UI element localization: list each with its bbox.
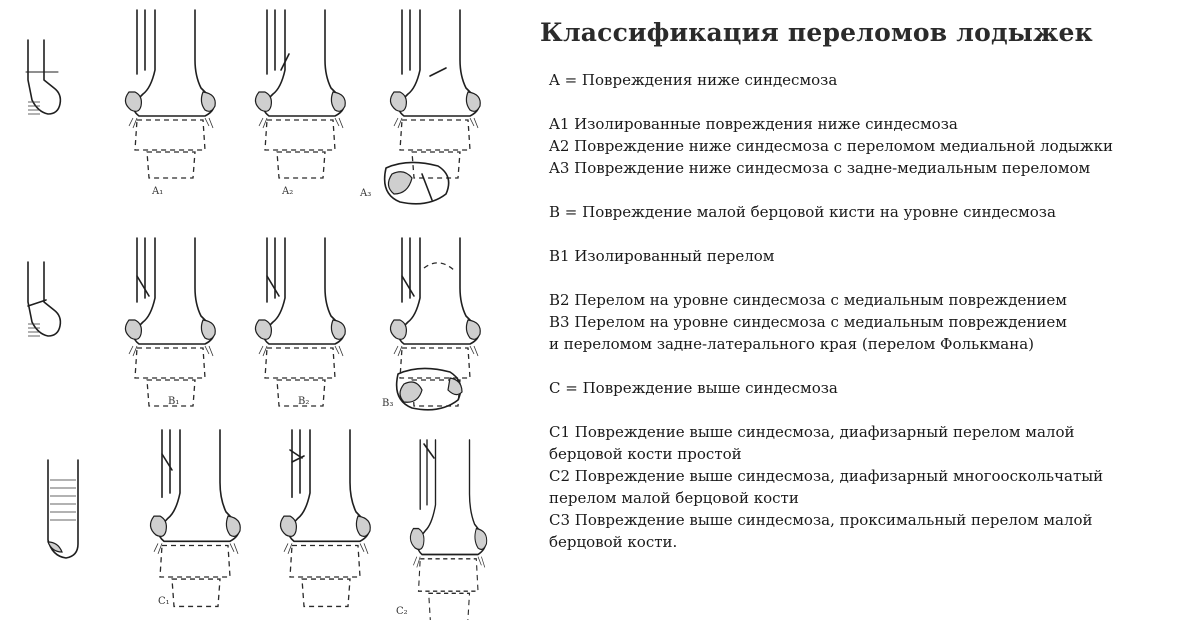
label-a3: A₃ — [360, 188, 372, 199]
classification-line: C2 Повреждение выше синдесмоза, диафизарный многооскольчатый — [549, 467, 1104, 485]
classification-line: берцовой кости. — [549, 533, 678, 551]
ankle-c2 — [280, 430, 370, 606]
classification-list — [549, 69, 1180, 553]
classification-line: B = Повреждение малой берцовой кисти на уровне синдесмоза — [549, 203, 1056, 221]
ankle-b3 — [390, 238, 480, 406]
classification-line: A2 Повреждение ниже синдесмоза с переломом медиальной лодыжки — [549, 137, 1114, 155]
classification-line: C3 Повреждение выше синдесмоза, проксимальный перелом малой — [549, 511, 1093, 529]
label-a1: A₁ — [152, 186, 164, 197]
ankle-diagram-svg — [0, 0, 520, 620]
label-c2: C₂ — [396, 606, 408, 617]
ankle-a2 — [255, 10, 345, 178]
label-c1: C₁ — [158, 596, 170, 607]
spacer — [549, 355, 1180, 377]
classification-line: перелом малой берцовой кости — [549, 489, 799, 507]
fracture-illustration — [0, 0, 520, 620]
ankle-c1 — [150, 430, 240, 606]
spacer — [549, 91, 1180, 113]
ankle-b2 — [255, 238, 345, 406]
ankle-a3 — [390, 10, 480, 178]
classification-line: B1 Изолированный перелом — [549, 247, 775, 265]
label-b1: B₁ — [168, 396, 180, 407]
side-view-c — [48, 460, 78, 558]
label-b3: B₃ — [382, 398, 394, 409]
classification-line: B3 Перелом на уровне синдесмоза с медиальным повреждением — [549, 313, 1067, 331]
classification-line: A3 Повреждение ниже синдесмоза с задне-медиальным переломом — [549, 159, 1091, 177]
ankle-c3 — [410, 440, 486, 620]
classification-line: C = Повреждение выше синдесмоза — [549, 379, 838, 397]
spacer — [549, 179, 1180, 201]
side-view-a — [26, 40, 60, 114]
classification-line: B2 Перелом на уровне синдесмоза с медиальным повреждением — [549, 291, 1067, 309]
classification-line: C1 Повреждение выше синдесмоза, диафизарный перелом малой — [549, 423, 1075, 441]
axial-view-b3 — [397, 368, 462, 409]
ankle-a1 — [125, 10, 215, 178]
spacer — [549, 399, 1180, 421]
classification-line: A1 Изолированные повреждения ниже синдесмоза — [549, 115, 958, 133]
side-view-b — [28, 262, 60, 336]
classification-line: берцовой кости простой — [549, 445, 742, 463]
classification-panel — [540, 18, 1180, 553]
spacer — [549, 223, 1180, 245]
classification-line: и переломом задне-латерального края (перелом Фолькмана) — [549, 335, 1034, 353]
page-title: Классификация переломов лодыжек — [540, 18, 1093, 47]
ankle-b1 — [125, 238, 215, 406]
spacer — [549, 267, 1180, 289]
classification-line: A = Повреждения ниже синдесмоза — [549, 71, 838, 89]
label-b2: B₂ — [298, 396, 310, 407]
label-a2: A₂ — [282, 186, 294, 197]
axial-view-a3 — [385, 162, 449, 203]
